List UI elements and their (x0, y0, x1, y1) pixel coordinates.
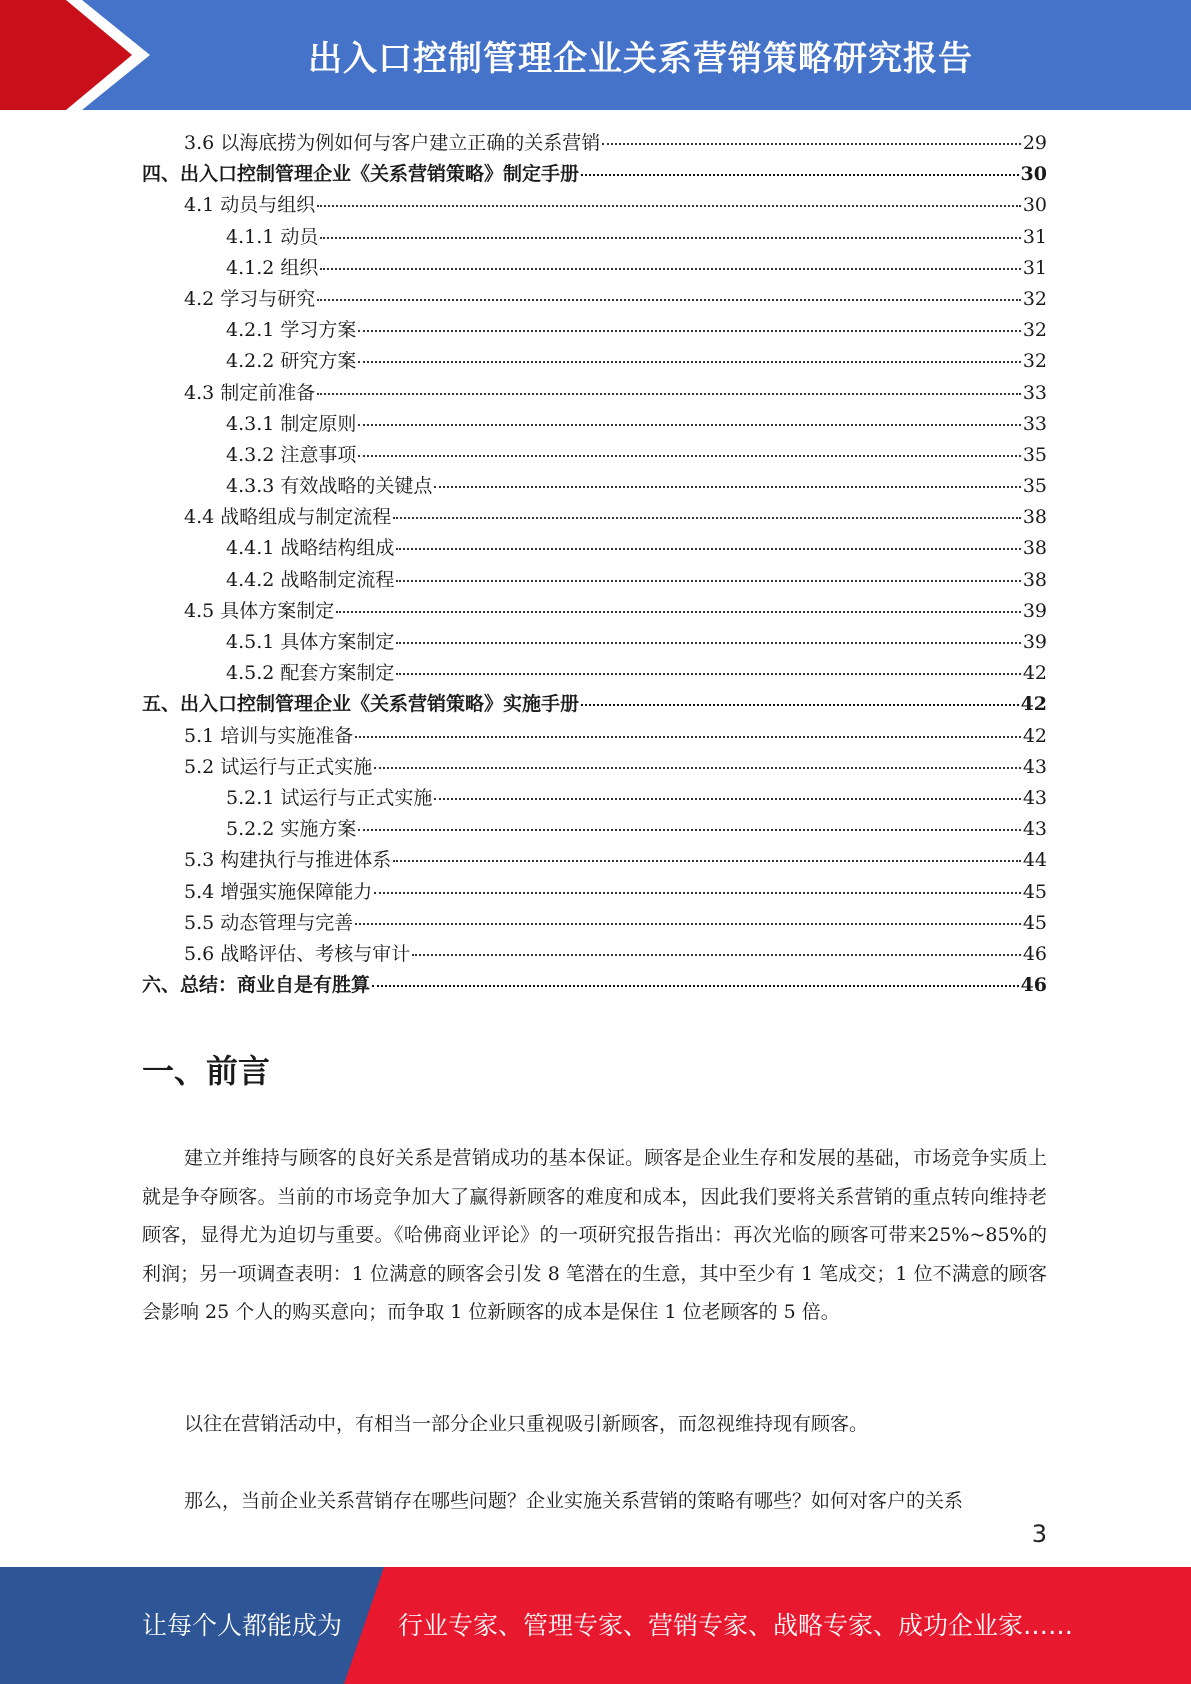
toc-entry[interactable] (142, 939, 1047, 970)
toc-entry[interactable] (142, 721, 1047, 752)
toc-dot-leader (317, 205, 1021, 207)
toc-entry-page: 42 (1022, 662, 1047, 685)
toc-dot-leader (355, 736, 1021, 738)
toc-entry-page: 38 (1022, 537, 1047, 560)
toc-entry-title: 4.3.2 注意事项 (226, 443, 357, 466)
toc-dot-leader (393, 860, 1021, 862)
toc-entry-title: 4.2.2 研究方案 (226, 350, 357, 373)
toc-dot-leader (317, 393, 1021, 395)
toc-dot-leader (372, 985, 1019, 987)
toc-entry-title: 4.1.2 组织 (226, 256, 319, 279)
toc-dot-leader (355, 923, 1021, 925)
toc-entry-page: 31 (1022, 225, 1047, 248)
toc-entry-title: 4.3.1 制定原则 (226, 412, 357, 435)
toc-entry-title: 5.1 培训与实施准备 (184, 724, 354, 747)
table-of-contents (142, 128, 1047, 1001)
toc-entry-page: 30 (1022, 194, 1047, 217)
toc-dot-leader (374, 892, 1021, 894)
toc-dot-leader (434, 486, 1020, 488)
toc-entry-page: 45 (1022, 880, 1047, 903)
footer-slogan-left: 让每个人都能成为 (142, 1611, 343, 1640)
toc-entry-title: 4.5.2 配套方案制定 (226, 662, 395, 685)
toc-entry-title: 3.6 以海底捞为例如何与客户建立正确的关系营销 (184, 132, 601, 154)
toc-entry-page: 43 (1022, 786, 1047, 809)
toc-entry[interactable] (142, 409, 1047, 440)
toc-entry-title: 5.2 试运行与正式实施 (184, 755, 373, 778)
header-banner (0, 0, 1191, 110)
page-number: 3 (1031, 1520, 1047, 1548)
toc-entry[interactable] (142, 689, 1047, 720)
toc-entry-title: 4.2 学习与研究 (184, 287, 316, 310)
toc-dot-leader (396, 548, 1020, 550)
toc-dot-leader (393, 517, 1021, 519)
report-title: 出入口控制管理企业关系营销策略研究报告 (308, 38, 973, 79)
section-heading: 一、前言 (142, 1052, 271, 1090)
toc-dot-leader (374, 767, 1021, 769)
toc-entry-page: 45 (1022, 911, 1047, 934)
toc-dot-leader (396, 580, 1020, 582)
toc-entry[interactable] (142, 471, 1047, 502)
toc-entry-title: 5.4 增强实施保障能力 (184, 880, 373, 903)
toc-entry[interactable] (142, 627, 1047, 658)
toc-entry[interactable] (142, 783, 1047, 814)
toc-entry[interactable] (142, 877, 1047, 908)
toc-entry-title: 4.2.1 学习方案 (226, 319, 357, 342)
toc-entry-title: 4.1 动员与组织 (184, 194, 316, 217)
toc-entry-page: 35 (1022, 443, 1047, 466)
toc-entry[interactable] (142, 440, 1047, 471)
toc-entry[interactable] (142, 159, 1047, 190)
toc-dot-leader (320, 237, 1020, 239)
toc-entry-title: 4.3 制定前准备 (184, 381, 316, 404)
toc-entry[interactable] (142, 378, 1047, 409)
footer-banner (0, 1567, 1191, 1684)
toc-dot-leader (358, 424, 1020, 426)
toc-entry-page: 43 (1022, 818, 1047, 841)
toc-dot-leader (320, 268, 1020, 270)
toc-entry[interactable] (142, 845, 1047, 876)
toc-dot-leader (412, 954, 1021, 956)
footer-slogan-right: 行业专家、管理专家、营销专家、战略专家、成功企业家…… (398, 1611, 1074, 1640)
toc-entry-title: 4.5.1 具体方案制定 (226, 631, 395, 653)
toc-entry-page: 38 (1022, 568, 1047, 591)
toc-entry-page: 42 (1022, 724, 1047, 747)
toc-entry-page: 42 (1020, 693, 1047, 716)
toc-entry-title: 4.3.3 有效战略的关键点 (226, 475, 433, 498)
toc-entry-title: 4.5 具体方案制定 (184, 599, 335, 622)
toc-dot-leader (581, 704, 1019, 706)
toc-dot-leader (434, 798, 1020, 800)
paragraph: 以往在营销活动中，有相当一部分企业只重视吸引新顾客，而忽视维持现有顾客。 (184, 1413, 869, 1435)
toc-entry-page: 33 (1022, 412, 1047, 435)
toc-dot-leader (358, 455, 1020, 457)
toc-entry[interactable] (142, 502, 1047, 533)
toc-entry-title: 六、总结：商业自是有胜算 (142, 974, 371, 997)
toc-entry-title: 4.1.1 动员 (226, 225, 319, 248)
toc-entry[interactable] (142, 565, 1047, 596)
toc-entry-title: 4.4.1 战略结构组成 (226, 537, 395, 560)
toc-entry-page: 32 (1022, 287, 1047, 310)
toc-dot-leader (581, 174, 1019, 176)
toc-entry[interactable] (142, 346, 1047, 377)
toc-dot-leader (336, 611, 1021, 613)
toc-entry-page: 32 (1022, 350, 1047, 373)
paragraph: 那么，当前企业关系营销存在哪些问题？企业实施关系营销的策略有哪些？如何对客户的关系 (184, 1490, 964, 1512)
toc-entry-title: 5.5 动态管理与完善 (184, 911, 354, 934)
toc-entry-page: 32 (1022, 319, 1047, 342)
toc-dot-leader (317, 299, 1021, 301)
toc-entry[interactable] (142, 814, 1047, 845)
toc-entry-title: 4.4 战略组成与制定流程 (184, 506, 392, 529)
toc-entry[interactable] (142, 533, 1047, 564)
toc-dot-leader (396, 673, 1020, 675)
toc-entry-page: 30 (1020, 163, 1047, 186)
toc-entry-page: 39 (1022, 599, 1047, 622)
toc-entry-title: 5.3 构建执行与推进体系 (184, 849, 392, 872)
toc-entry[interactable] (142, 128, 1047, 159)
toc-entry[interactable] (142, 596, 1047, 627)
toc-entry-title: 四、出入口控制管理企业《关系营销策略》制定手册 (142, 163, 580, 186)
toc-entry[interactable] (142, 315, 1047, 346)
toc-entry[interactable] (142, 284, 1047, 315)
toc-entry-page: 38 (1022, 506, 1047, 529)
toc-entry[interactable] (142, 908, 1047, 939)
toc-entry-title: 5.2.2 实施方案 (226, 818, 357, 841)
toc-entry[interactable] (142, 222, 1047, 253)
toc-entry-page: 46 (1020, 974, 1047, 997)
toc-entry-page: 31 (1022, 256, 1047, 279)
toc-dot-leader (602, 143, 1021, 145)
toc-dot-leader (358, 829, 1020, 831)
toc-entry-page: 35 (1022, 475, 1047, 498)
toc-entry-page: 46 (1022, 942, 1047, 965)
toc-entry[interactable] (142, 752, 1047, 783)
toc-entry-page: 44 (1022, 849, 1047, 872)
toc-entry-title: 4.4.2 战略制定流程 (226, 568, 395, 591)
toc-entry-page: 29 (1022, 132, 1047, 154)
toc-entry[interactable] (142, 970, 1047, 1001)
toc-entry[interactable] (142, 190, 1047, 221)
toc-entry-page: 33 (1022, 381, 1047, 404)
toc-entry[interactable] (142, 253, 1047, 284)
toc-dot-leader (396, 642, 1020, 644)
toc-entry-page: 39 (1022, 631, 1047, 653)
toc-entry-title: 5.2.1 试运行与正式实施 (226, 786, 433, 809)
toc-entry-page: 43 (1022, 755, 1047, 778)
toc-entry[interactable] (142, 658, 1047, 689)
toc-dot-leader (358, 330, 1020, 332)
toc-entry-title: 5.6 战略评估、考核与审计 (184, 942, 411, 965)
toc-entry-title: 五、出入口控制管理企业《关系营销策略》实施手册 (142, 693, 580, 716)
toc-dot-leader (358, 361, 1020, 363)
paragraph: 建立并维持与顾客的良好关系是营销成功的基本保证。顾客是企业生存和发展的基础，市场竞争实质上就是争夺顾客。当前的市场竞争加大了赢得新顾客的难度和成本，因此我们要将关系营销的重点转向维持老顾客，显得尤为迫切与重要。《哈佛商业评论》的一项研究报告指出：再次光临的顾客可带来25%~85%的利润；另一项调查表明：1 位满意的顾客会引发 8 笔潜在的生意，其中至少有 1 笔成交；1 位不满意的顾客会影响 25 个人的购买意向；而争取 1 位新顾客的成本是保住 1 位老顾客的 5 倍。 (142, 1147, 1047, 1323)
